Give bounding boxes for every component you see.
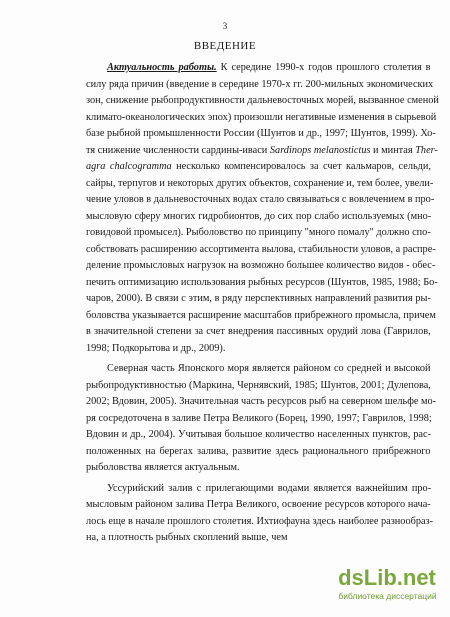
text-run: рыбопродуктивностью (Маркина, Чернявский, 1985; Шунтов, 2001; Дулепова, (86, 379, 431, 391)
text-line (86, 209, 431, 225)
text-line (86, 242, 436, 258)
watermark-subtitle: библиотека диссертаций (338, 591, 437, 601)
text-line (86, 159, 431, 175)
text-run: положенных на берегах залива, развитие здесь рационального прибрежного (86, 445, 431, 457)
logo-text: dsLib.net (338, 565, 436, 590)
text-line (86, 176, 433, 192)
text-line (107, 60, 431, 76)
text-run: Уссурийский залив с прилегающими водами является важнейшим про- (107, 482, 432, 494)
text-run: 2002; Вдовин, 2005). Значительная часть ресурсов рыб на северном шельфе мо- (86, 396, 437, 407)
text-run: рыболовства является актуальным. (86, 462, 240, 473)
text-run: базе рыбной промышленности России (Шунтов и др., 1997; Шунтов, 1999). Хо- (86, 128, 436, 139)
text-run: несколько компенсировалось за счет кальмаров, сельди, (171, 161, 431, 172)
text-run: боловства указывается расширение масштабов прибрежного промысла, причем (86, 309, 436, 321)
text-run: говидовой промысел). Рыболовство по принципу "много помалу" должно спо- (86, 227, 431, 238)
text-run: К середине 1990-х годов прошлого столетия в (216, 62, 431, 73)
text-run: Северная часть Японского моря является районом со средней и высокой (107, 363, 431, 374)
text-line (86, 225, 431, 241)
text-run: деление промысловых нагрузок на возможно большее количество видов - обес- (86, 260, 436, 271)
text-line (86, 514, 433, 530)
text-line (86, 275, 438, 291)
text-run: ря сосредоточена в заливе Петра Великого (Борец, 1990, 1997; Гаврилов, 1998; (86, 412, 432, 424)
dslib-logo (335, 561, 440, 591)
text-line (86, 530, 287, 546)
text-run: мысловым районом залива Петра Великого, освоение ресурсов которого нача- (86, 499, 431, 510)
text-line (107, 481, 431, 497)
text-run: чение уловов в дальневосточных водах стало связываться с вовлечением в про- (86, 194, 435, 205)
text-line (86, 427, 431, 443)
text-run: сайры, терпугов и некоторых других объектов, сохранение и, тем более, увели- (86, 177, 434, 189)
species-name: Ther- (415, 144, 438, 156)
text-line (86, 394, 436, 410)
text-run: печить оптимизацию использования рыбных ресурсов (Шунтов, 1985, 1988; Бо- (86, 276, 438, 288)
text-line (86, 444, 431, 460)
text-run: Вдовин и др., 2004). Учитывая большое количество населенных пунктов, рас- (86, 429, 431, 440)
text-line (86, 143, 438, 159)
text-run: мысловую сферу многих гидробионтов, до сих пор слабо используемых (мно- (86, 210, 432, 222)
text-line (86, 308, 436, 324)
text-run: собствовать расширению ассортимента вылова, стабильности уловов, а распре- (86, 243, 436, 255)
text-line (107, 361, 431, 377)
text-line (86, 497, 431, 513)
species-name: Sardinops melanostictus (269, 144, 371, 156)
text-run: 1998; Подкорытова и др., 2009). (86, 342, 226, 354)
text-run: на, а плотность рыбных скоплений выше, чем (86, 532, 288, 543)
heading: ВВЕДЕНИЕ (193, 40, 257, 52)
text-line (86, 324, 431, 340)
section-title: Актуальность работы. (107, 62, 217, 73)
text-line (86, 77, 433, 93)
text-line (86, 110, 436, 126)
text-line (86, 258, 435, 274)
text-run: климато-океанологических эпох) произошли негативные изменения в сырьевой (86, 111, 437, 123)
text-line (86, 378, 431, 394)
text-line (86, 291, 431, 307)
text-run: тя снижение численности сардины-иваси (86, 144, 270, 156)
text-line (86, 460, 240, 476)
species-name: agra chalcogramma (86, 161, 172, 172)
text-run: силу ряда причин (введение в середине 1970-х гг. 200-мильных экономических (86, 78, 434, 90)
text-run: зон, снижение рыбопродуктивности дальневосточных морей, вызванное сменой (86, 95, 439, 106)
page-number: 3 (222, 21, 228, 31)
text-run: в значительной степени за счет внедрения пассивных орудий лова (Гаврилов, (86, 326, 431, 337)
text-line (86, 93, 439, 109)
text-run: чаров, 2000). В связи с этим, в ряду перспективных направлений развития ры- (86, 293, 431, 304)
text-run: лось еще в начале прошлого столетия. Ихтиофауна здесь наиболее разнообраз- (86, 515, 434, 527)
text-line (86, 126, 436, 142)
text-line (86, 341, 225, 357)
text-line (86, 192, 434, 208)
text-run: и минтая (370, 144, 416, 156)
text-line (86, 411, 432, 427)
watermark (335, 561, 440, 609)
